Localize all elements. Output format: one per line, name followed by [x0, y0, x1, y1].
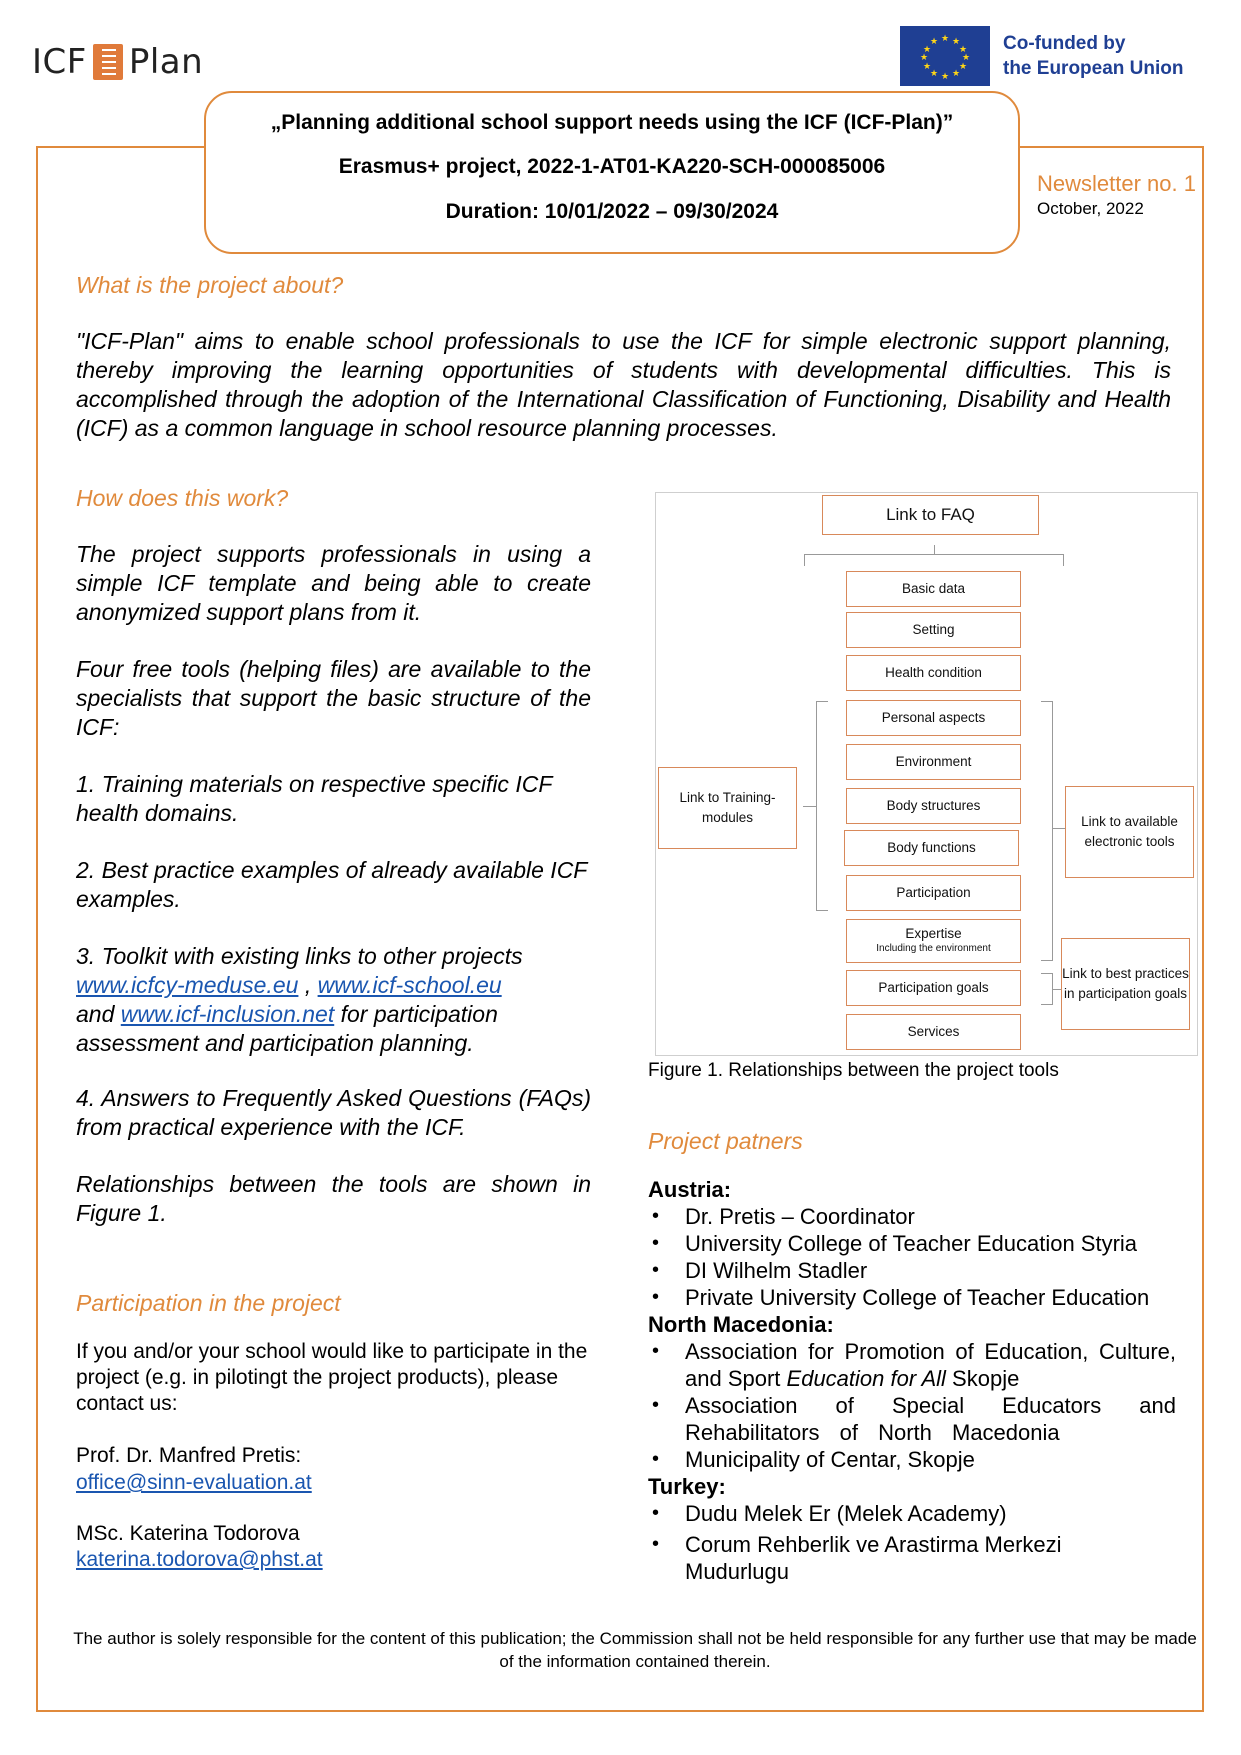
tools-relationship-diagram: [655, 492, 1198, 1056]
link-icfcy-meduse[interactable]: www.icfcy-meduse.eu: [76, 972, 299, 998]
participation-heading: Participation in the project: [76, 1290, 341, 1316]
diagram-top-bracket: [804, 554, 1064, 566]
diagram-training-box: Link to Training-modules: [658, 767, 797, 849]
eu-cofunded-text: [1003, 31, 1184, 81]
link-icf-school[interactable]: www.icf-school.eu: [317, 972, 502, 998]
country-north-macedonia: North Macedonia:: [648, 1312, 834, 1337]
link-icf-inclusion[interactable]: www.icf-inclusion.net: [120, 1001, 335, 1027]
diagram-left-connector: [803, 806, 816, 807]
country-austria: Austria:: [648, 1177, 732, 1202]
logo-text-plan: Plan: [128, 42, 204, 82]
contact-1-email[interactable]: office@sinn-evaluation.at: [76, 1471, 312, 1494]
list-item: • Corum Rehberlik ve Arastirma Merkezi Mudurlugu: [648, 1531, 1176, 1585]
list-item: • DI Wilhelm Stadler: [648, 1257, 1176, 1284]
diagram-item-services: Services: [846, 1014, 1021, 1050]
footer-disclaimer: The author is solely responsible for the content of this publication; the Commission shall not be held responsible for any further use that may be made of the information contained therein.: [73, 1629, 1197, 1671]
contact-2-name: MSc. Katerina Todorova: [76, 1522, 300, 1545]
tool-item-1: 1. Training materials on respective specific ICF health domains.: [76, 771, 552, 826]
list-item: • Dudu Melek Er (Melek Academy): [648, 1500, 1176, 1527]
list-item: • Dr. Pretis – Coordinator: [648, 1203, 1176, 1230]
how-tools-intro: Four free tools (helping files) are available to the specialists that support the basic structure of the ICF:: [76, 656, 591, 740]
list-item: • Association of Special Educators and Rehabilitators of North Macedonia: [648, 1392, 1176, 1446]
diagram-item-participation-goals: Participation goals: [846, 970, 1021, 1006]
newsletter-info: [1037, 171, 1196, 219]
diagram-left-bracket: [816, 701, 828, 911]
icf-plan-logo: [32, 42, 203, 82]
partners-heading: Project patners: [648, 1128, 803, 1154]
tool-item-3-end: for participation assessment and participation planning.: [76, 1001, 498, 1056]
diagram-expertise-label: Expertise: [905, 926, 962, 941]
newsletter-number: Newsletter no. 1: [1037, 171, 1196, 196]
eu-line-1: Co-funded by: [1003, 33, 1126, 54]
mk-partner-1-city: Skopje: [952, 1366, 1020, 1391]
diagram-right-bracket: [1041, 701, 1053, 961]
diagram-item-personal-aspects: Personal aspects: [846, 700, 1021, 736]
diagram-top-connector: [934, 545, 935, 555]
project-header-box: [204, 91, 1020, 254]
austria-partners: [648, 1203, 1176, 1311]
logo-text-icf: ICF: [32, 42, 87, 82]
list-item: • Private University College of Teacher Education: [648, 1284, 1176, 1311]
tool-item-2: 2. Best practice examples of already available ICF examples.: [76, 857, 587, 912]
about-heading: What is the project about?: [76, 272, 344, 298]
diagram-expertise-sublabel: Including the environment: [876, 943, 991, 954]
diagram-faq-box: Link to FAQ: [822, 495, 1039, 535]
list-item: • Municipality of Centar, Skopje: [648, 1446, 1176, 1473]
partners-list: [648, 1176, 1176, 1585]
diagram-best-practices-box: Link to best practices in participation goals: [1061, 938, 1190, 1030]
project-title: „Planning additional school support needs using the ICF (ICF-Plan)”: [270, 111, 954, 134]
mk-partner-1-italic: Education for All: [786, 1366, 946, 1391]
diagram-right-connector: [1053, 828, 1065, 829]
tool-item-4: 4. Answers to Frequently Asked Questions (FAQs) from practical experience with the ICF.: [76, 1085, 591, 1140]
diagram-item-participation: Participation: [846, 875, 1021, 911]
eu-cofunded-logo: [900, 26, 1184, 86]
turkey-partners: [648, 1500, 1176, 1585]
macedonia-partners: [648, 1338, 1176, 1473]
contact-2-email[interactable]: katerina.todorova@phst.at: [76, 1548, 323, 1571]
diagram-item-health-condition: Health condition: [846, 655, 1021, 691]
and-text: and: [76, 1001, 115, 1027]
diagram-tools-box: Link to available electronic tools: [1065, 786, 1194, 878]
tool-item-3-intro: 3. Toolkit with existing links to other projects: [76, 943, 523, 969]
list-item: [648, 1338, 1176, 1392]
how-closing: Relationships between the tools are shown in Figure 1.: [76, 1171, 591, 1226]
how-intro: The project supports professionals in using a simple ICF template and being able to create anonymized support plans from it.: [76, 541, 591, 625]
link-separator: ,: [304, 972, 312, 998]
newsletter-date: October, 2022: [1037, 199, 1144, 218]
project-number: Erasmus+ project, 2022-1-AT01-KA220-SCH-000085006: [338, 155, 886, 178]
notebook-icon: [93, 44, 123, 80]
participation-text: If you and/or your school would like to participate in the project (e.g. in pilotingt the project products), please contact us:: [76, 1340, 588, 1415]
about-text: "ICF-Plan" aims to enable school professionals to use the ICF for simple electronic support planning, thereby improving the learning opportunities of students with developmental difficulties. This is accomplished through the adoption of the International Classification of Functioning, Disability and Health (ICF) as a common language in school resource planning processes.: [76, 328, 1171, 441]
figure-caption: Figure 1. Relationships between the project tools: [648, 1060, 1059, 1081]
eu-flag-icon: ★ ★ ★ ★ ★ ★ ★ ★ ★ ★ ★ ★: [900, 26, 990, 86]
diagram-item-body-structures: Body structures: [846, 788, 1021, 824]
diagram-goals-bracket: [1041, 973, 1053, 1005]
country-turkey: Turkey:: [648, 1474, 726, 1499]
contact-1-name: Prof. Dr. Manfred Pretis:: [76, 1444, 302, 1467]
diagram-item-body-functions: Body functions: [844, 830, 1019, 866]
mk-partner-1-text: Association for Promotion of Education, Culture, and Sport: [685, 1339, 1176, 1391]
diagram-item-basic-data: Basic data: [846, 571, 1021, 607]
project-duration: Duration: 10/01/2022 – 09/30/2024: [445, 200, 779, 223]
diagram-item-expertise: [846, 919, 1021, 963]
diagram-item-setting: Setting: [846, 612, 1021, 648]
list-item: • University College of Teacher Education Styria: [648, 1230, 1176, 1257]
diagram-item-environment: Environment: [846, 744, 1021, 780]
eu-line-2: the European Union: [1003, 58, 1184, 79]
tool-item-3: [76, 942, 591, 1058]
how-heading: How does this work?: [76, 485, 289, 511]
